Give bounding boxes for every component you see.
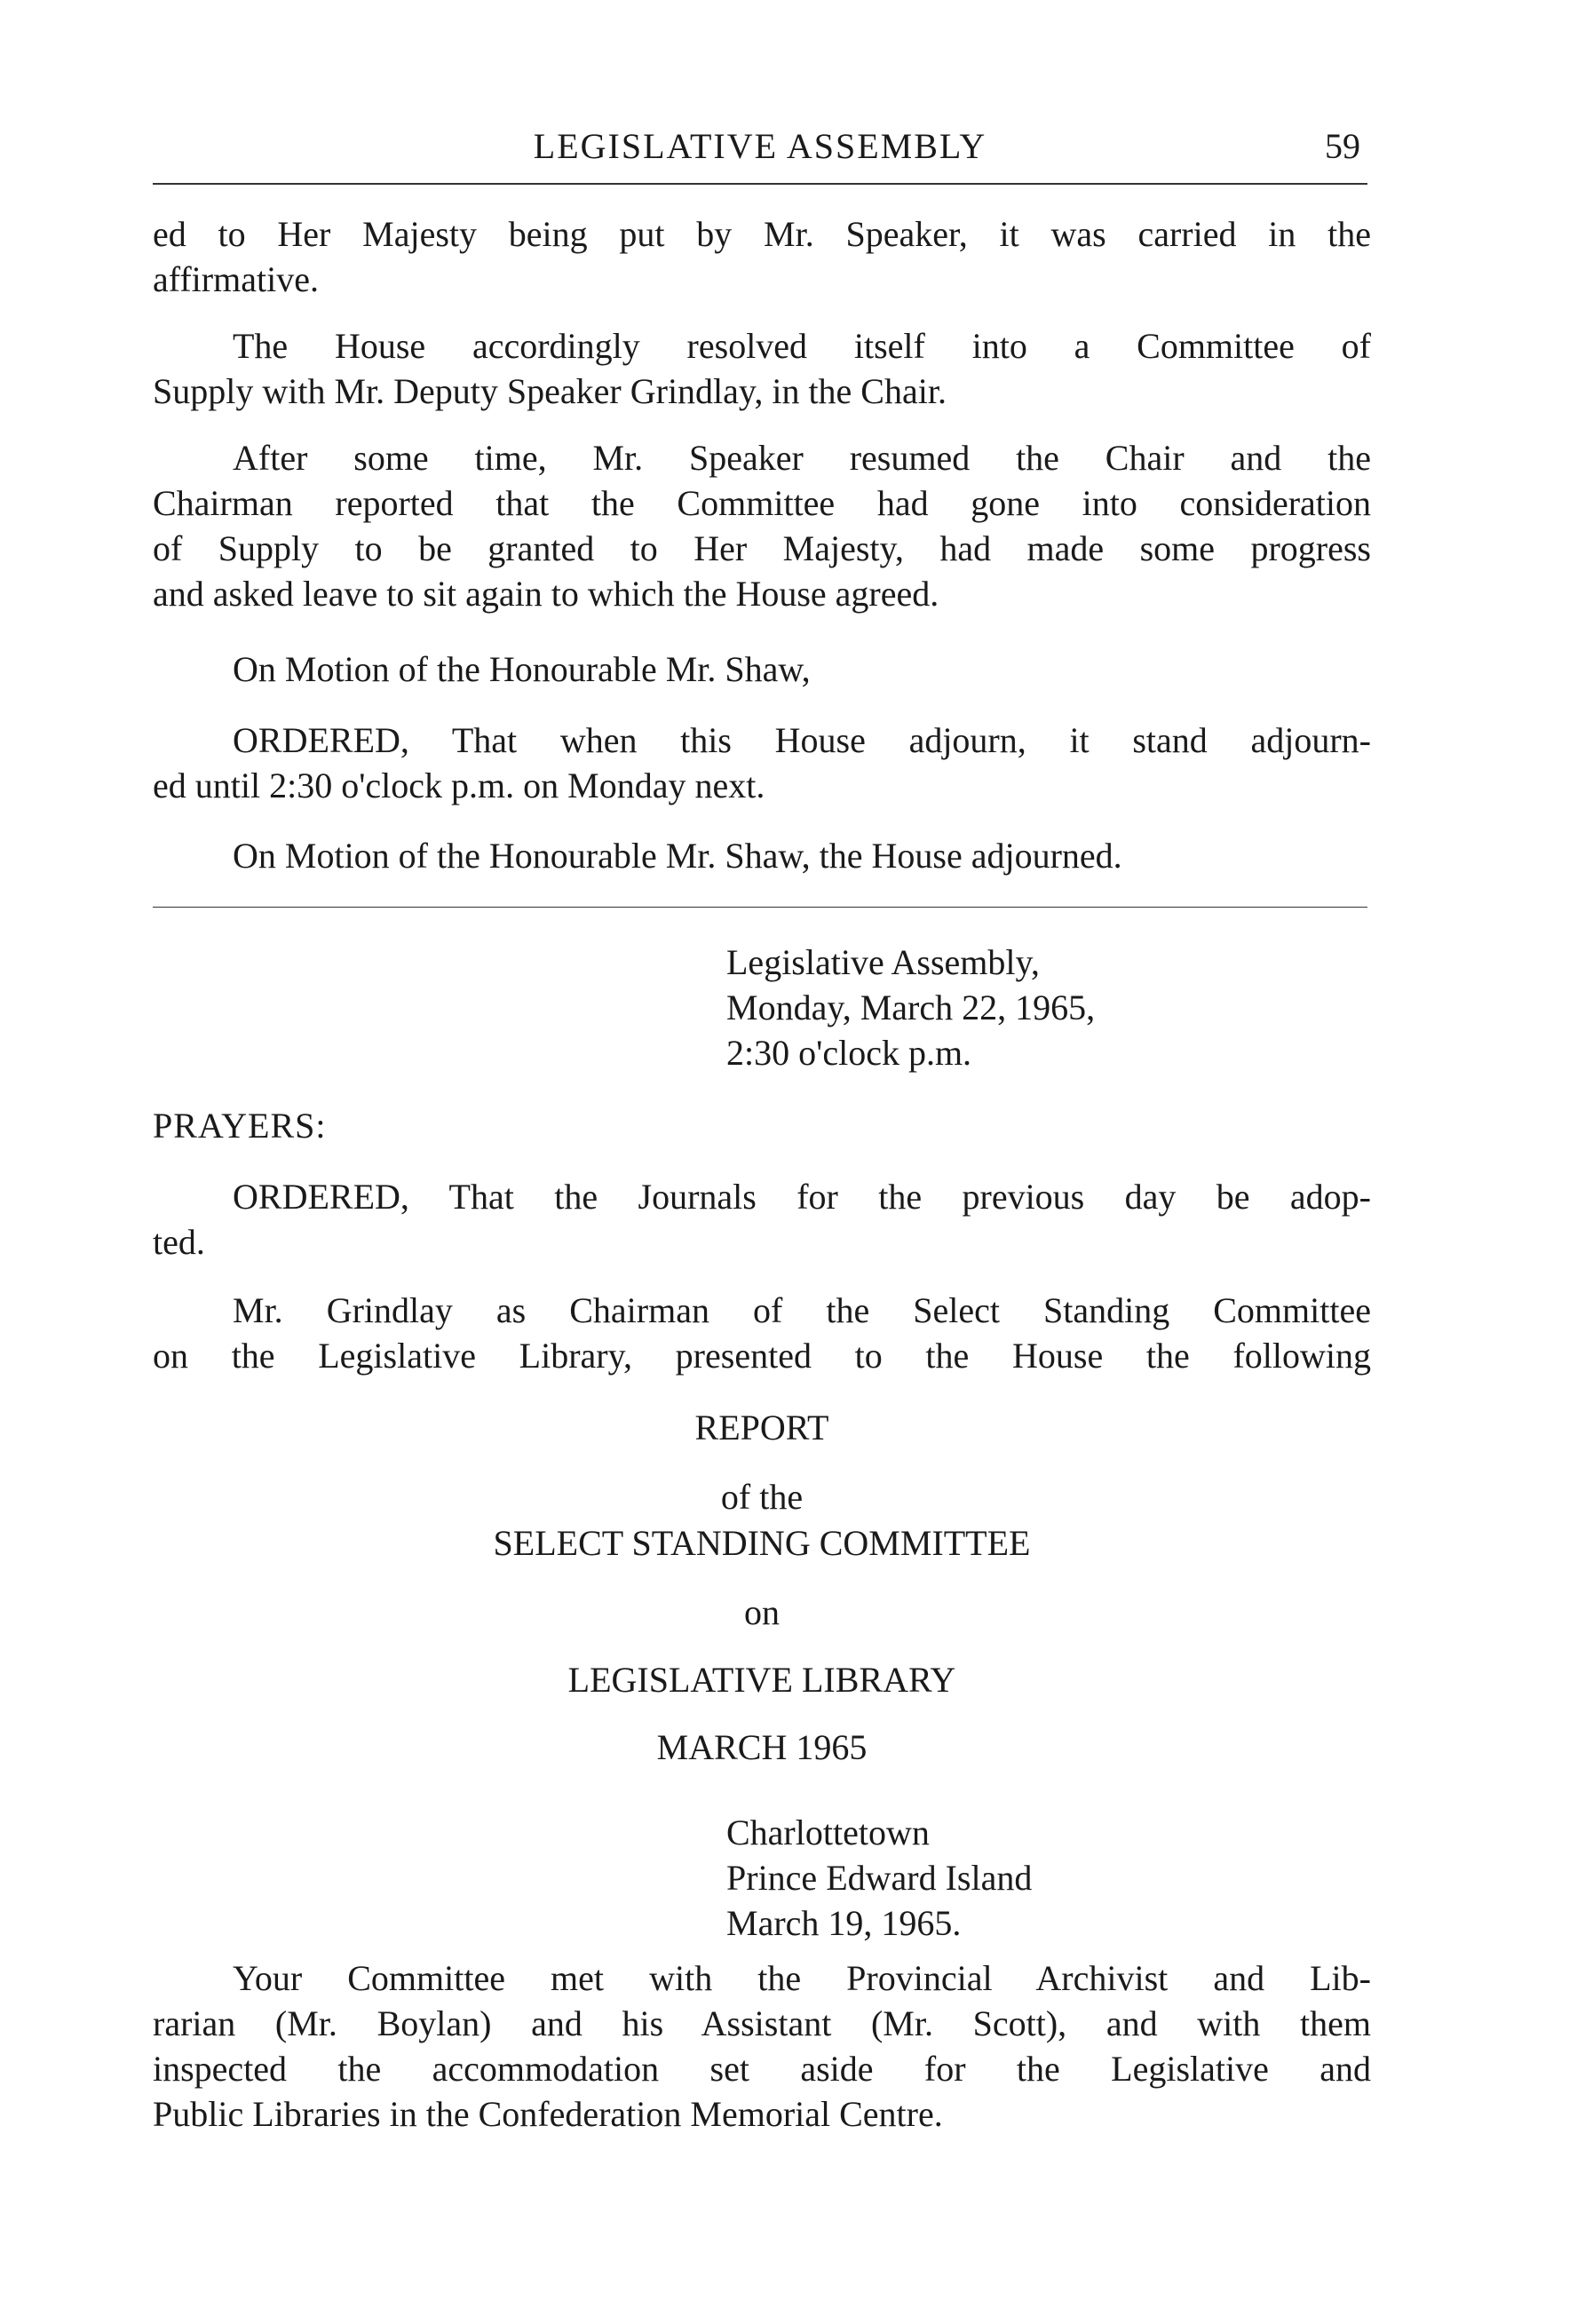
paragraph-journals-adopted bbox=[153, 1174, 1371, 1265]
text-line: On Motion of the Honourable Mr. Shaw, bbox=[233, 649, 811, 689]
header-title: LEGISLATIVE ASSEMBLY bbox=[533, 126, 987, 166]
report-address bbox=[726, 1810, 1032, 1946]
prayers-heading: PRAYERS: bbox=[153, 1106, 327, 1146]
header-rule bbox=[153, 183, 1367, 185]
page-number: 59 bbox=[1325, 126, 1360, 166]
text-line: ORDERED, That when this House adjourn, it stand adjourn- bbox=[233, 720, 1371, 760]
text-line: of Supply to be granted to Her Majesty, had made some progress bbox=[153, 528, 1371, 568]
report-on: on bbox=[744, 1592, 780, 1632]
text-line: ed to Her Majesty being put by Mr. Speaker, it was carried in the bbox=[153, 214, 1371, 254]
paragraph-house-adjourned bbox=[153, 833, 1371, 878]
address-province: Prince Edward Island bbox=[726, 1858, 1033, 1898]
sitting-time: 2:30 o'clock p.m. bbox=[726, 1033, 972, 1073]
text-line: On Motion of the Honourable Mr. Shaw, the House adjourned. bbox=[233, 836, 1122, 876]
text-line: Supply with Mr. Deputy Speaker Grindlay, in the Chair. bbox=[153, 371, 947, 411]
paragraph-report-body bbox=[153, 1955, 1371, 2137]
running-header bbox=[153, 115, 1367, 178]
text-line: The House accordingly resolved itself into a Committee of bbox=[233, 326, 1371, 366]
paragraph-committee-of-supply bbox=[153, 323, 1371, 414]
address-date: March 19, 1965. bbox=[726, 1903, 962, 1943]
paragraph-report-presented bbox=[153, 1288, 1371, 1378]
sitting-place: Legislative Assembly, bbox=[726, 942, 1040, 982]
text-line: Chairman reported that the Committee had gone into consideration bbox=[153, 483, 1371, 523]
paragraph-motion bbox=[153, 646, 1371, 692]
text-line: inspected the accommodation set aside for the Legislative and bbox=[153, 2049, 1371, 2089]
paragraph-chairman-report bbox=[153, 435, 1371, 616]
text-line: ted. bbox=[153, 1222, 205, 1262]
report-of-the: of the bbox=[720, 1477, 804, 1517]
text-line: Your Committee met with the Provincial Archivist and Lib- bbox=[233, 1958, 1371, 1998]
report-subject: LEGISLATIVE LIBRARY bbox=[567, 1660, 956, 1700]
text-line: Public Libraries in the Confederation Memorial Centre. bbox=[153, 2094, 943, 2134]
report-title: REPORT bbox=[694, 1408, 829, 1448]
text-line: affirmative. bbox=[153, 259, 319, 299]
section-rule bbox=[153, 907, 1367, 908]
paragraph-ordered-adjourn bbox=[153, 718, 1371, 808]
text-line: rarian (Mr. Boylan) and his Assistant (Mr. Scott), and with them bbox=[153, 2003, 1371, 2043]
text-line: ed until 2:30 o'clock p.m. on Monday next. bbox=[153, 765, 765, 805]
sitting-heading bbox=[726, 940, 1095, 1075]
sitting-date: Monday, March 22, 1965, bbox=[726, 988, 1096, 1027]
report-date: MARCH 1965 bbox=[656, 1727, 868, 1767]
address-city: Charlottetown bbox=[726, 1812, 930, 1852]
paragraph-continuation bbox=[153, 211, 1371, 302]
report-committee-name: SELECT STANDING COMMITTEE bbox=[493, 1523, 1031, 1563]
text-line: on the Legislative Library, presented to the House the following bbox=[153, 1336, 1371, 1376]
text-line: and asked leave to sit again to which the House agreed. bbox=[153, 574, 939, 614]
text-line: ORDERED, That the Journals for the previous day be adop- bbox=[233, 1177, 1371, 1217]
text-line: Mr. Grindlay as Chairman of the Select Standing Committee bbox=[233, 1290, 1371, 1330]
text-line: After some time, Mr. Speaker resumed the Chair and the bbox=[233, 438, 1371, 478]
